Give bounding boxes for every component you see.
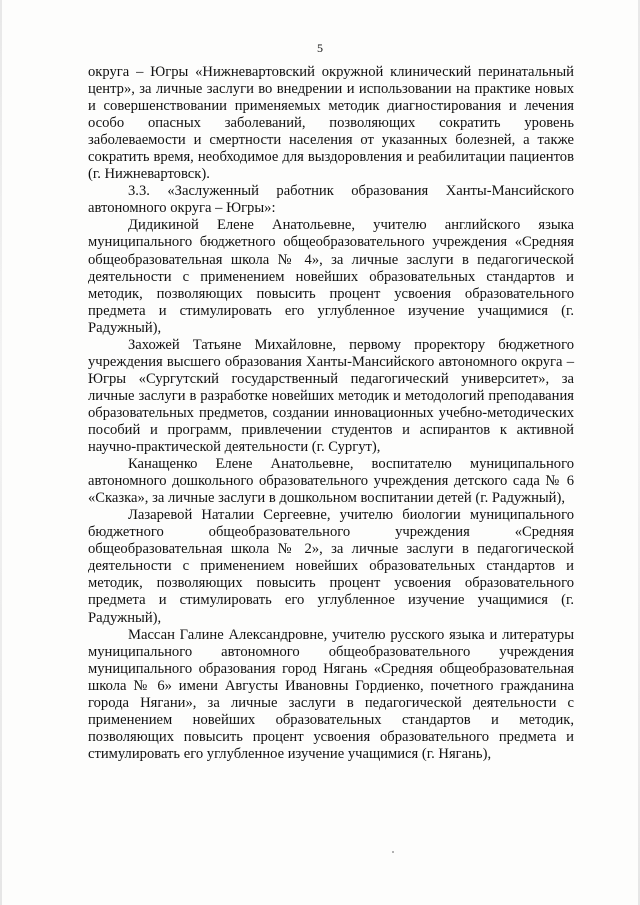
scan-speck [392, 851, 394, 853]
document-body [88, 64, 574, 763]
page-number: 5 [317, 41, 323, 55]
paragraph-awardee: Захожей Татьяне Михайловне, первому проректору бюджетного учреждения высшего образования Ханты-Мансийского автономного округа – Югры «Сургутский государственный педагогический университет», за личные заслуги в разработке новейших методик и методологий преподавания образовательных предметов, создании инновационных учебно-методических пособий и программ, привлечении студентов и аспирантов к активной научно-практической деятельности (г. Сургут), [88, 336, 574, 456]
paragraph-section-heading: 3.3. «Заслуженный работник образования Ханты-Мансийского автономного округа – Югры»: [88, 183, 574, 217]
paragraph-continuation: округа – Югры «Нижневартовский окружной клинический перинатальный центр», за личные заслуги во внедрении и использовании на практике новых и совершенствовании применяемых методик диагностирования и лечения особо опасных заболеваний, позволяющих сократить уровень заболеваемости и смертности населения от указанных болезней, а также сократить время, необходимое для выздоровления и реабилитации пациентов (г. Нижневартовск). [88, 64, 574, 183]
paragraph-awardee: Массан Галине Александровне, учителю русского языка и литературы муниципального автономного общеобразовательного учреждения муниципального образования город Нягань «Средняя общеобразовательная школа № 6» имени Августы Ивановны Гордиенко, почетного гражданина города Нягани», за личные заслуги в педагогической деятельности с применением новейших образовательных стандартов и методик, позволяющих повысить процент усвоения образовательного предмета и стимулировать его углубленное изучение учащимися (г. Нягань), [88, 626, 574, 762]
paragraph-awardee: Дидикиной Елене Анатольевне, учителю английского языка муниципального бюджетного общеобразовательного учреждения «Средняя общеобразовательная школа № 4», за личные заслуги в педагогической деятельности с применением новейших образовательных стандартов и методик, позволяющих повысить процент усвоения образовательного предмета и стимулировать его углубленное изучение учащимися (г. Радужный), [88, 217, 574, 336]
paragraph-awardee: Лазаревой Наталии Сергеевне, учителю биологии муниципального бюджетного общеобразовательного учреждения «Средняя общеобразовательная школа № 2», за личные заслуги в педагогической деятельности с применением новейших образовательных стандартов и методик, позволяющих повысить процент усвоения образовательного предмета и стимулировать его углубленное изучение учащимися (г. Радужный), [88, 507, 574, 626]
scan-edge-left [0, 0, 2, 905]
paragraph-awardee: Канащенко Елене Анатольевне, воспитателю муниципального автономного дошкольного образовательного учреждения детского сада № 6 «Сказка», за личные заслуги в дошкольном воспитании детей (г. Радужный), [88, 456, 574, 507]
